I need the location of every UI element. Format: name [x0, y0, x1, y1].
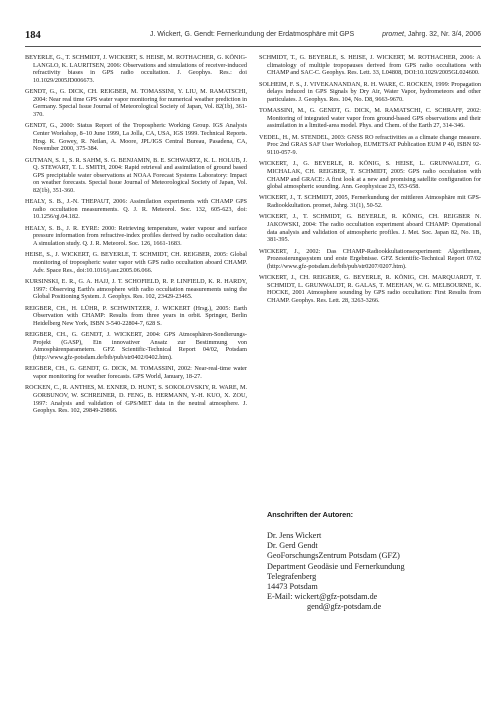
- reference-entry: ROCKEN, C., R. ANTHES, M. EXNER, D. HUNT, S. SOKOLOVSKIY, R. WARE, M. GORBUNOV, W. SCHREINER, D. FENG, B. HERMANN, Y.-H. KUO, X. ZOU, 1997: Analysis and validation of GPS/MET data in the neutral atmosphere. J. Geophys. Res. 102, 29849-29866.: [25, 384, 247, 415]
- reference-entry: KURSINSKI, E. R., G. A. HAJJ, J. T. SCHOFIELD, R. P. LINFIELD, K. R. HARDY, 1997: Observing Earth's atmosphere with radio occultation measurements using the Global Positioning System. J. Geophys. Res. 102, 23429-23465.: [25, 278, 247, 301]
- reference-entry: HEALY, S. B., J. R. EYRE: 2000: Retrieving temperature, water vapour and surface pressure information from refractive-index profiles derived by radio occultation data: A simulation study. Q. J. R. Meteorol. Soc. 126, 1661-1683.: [25, 224, 247, 248]
- reference-entry: GENDT, G., 2000: Status Report of the Tropospheric Working Group. IGS Analysis Center Workshop, 8–10 June 1999, La Jolla, CA, USA, IGS 1999. Technical Reports. Hrsg. K. Gowey, R. Neilan, A. Moore, JPL/IGS Central Bureau, Pasadena, CA, November 2000, 375-384.: [25, 122, 247, 153]
- reference-entry: SOLHEIM, F. S., J. VIVEKANANDAN, R. H. WARE, C. ROCKEN, 1999: Propagation delays induced in GPS Signals by Dry Air, Water Vapor, hydrometeors and other particulates. J. Geophys. Res. 104, No. D8, 9663-9670.: [259, 80, 481, 103]
- reference-entry: HEISE, S., J. WICKERT, G. BEYERLE, T. SCHMIDT, CH. REIGBER, 2005: Global monitoring of tropospheric water vapor with GPS radio occultation aboard CHAMP. Adv. Space Res., doi:10.1016/j.asr.2005.06.066.: [25, 251, 247, 274]
- running-title: [150, 31, 481, 38]
- reference-entry: REIGBER, CH., G. GENDT, G. DICK, M. TOMASSINI, 2002: Near-real-time water vapor monitoring for weather forecasts. GPS World, January, 18-27.: [25, 365, 247, 380]
- reference-entry: WICKERT, J., CH. REIGBER, G. BEYERLE, R. KÖNIG, CH. MARQUARDT, T. SCHMIDT, L. GRUNWALDT, R. GALAS, T. MEEHAN, W. G. MELBOURNE, K. HOCKE, 2001 Atmosphere sounding by GPS radio occultation: First Results from CHAMP. Geophys. Res. Lett. 28, 3263-3266.: [259, 274, 481, 304]
- reference-entry: GENDT, G., G. DICK, CH. REIGBER, M. TOMASSINI, Y. LIU, M. RAMATSCHI, 2004: Near real time GPS water vapor monitoring for numerical weather prediction in Germany. Special Issue Journal of Meteorological Society of Japan, Vol. 82(1b), 361-370.: [25, 88, 247, 118]
- reference-entry: GUTMAN, S. I., S. R. SAHM, S. G. BENJAMIN, B. E. SCHWARTZ, K. L. HOLUB, J. Q. STEWART, T. L. SMITH, 2004: Rapid retrieval and assimilation of ground based GPS precipitable water observations at NOAA Forecast Systems Laboratory: Impact on weather forecasts. Special Issue Journal of Meteorological Society of Japan, Vol. 82(1b), 351-360.: [25, 156, 247, 194]
- reference-entry: BEYERLE, G., T. SCHMIDT, J. WICKERT, S. HEISE, M. ROTHACHER, G. KÖNIG-LANGLO, K. LAURITSEN, 2006: Observations and simulations of receiver-induced refractivity biases in GPS radio occultation. J. Geophys. Res.: doi 10.1029/2005JD006673.: [25, 54, 247, 84]
- reference-entry: REIGBER, CH., H. LÜHR, P. SCHWINTZER, J. WICKERT (Hrsg.), 2005: Earth Observation with CHAMP: Results from three years in orbit. Springer, Berlin Heidelberg New York, ISBN 3-540-22804-7, 628 S.: [25, 304, 247, 327]
- address-line: Department Geodäsie und Fernerkundung: [267, 561, 405, 571]
- address-line: Telegrafenberg: [267, 571, 317, 581]
- authors-address-heading: Anschriften der Autoren:: [267, 510, 354, 519]
- page-header: [25, 30, 481, 44]
- address-line: GeoForschungsZentrum Potsdam (GFZ): [267, 551, 400, 561]
- reference-entry: WICKERT, J., T. SCHMIDT, 2005, Fernerkundung der mittleren Atmosphäre mit GPS-Radiookkultation. promet, Jahrg. 31(1), 50-52.: [259, 194, 481, 210]
- running-title-text: J. Wickert, G. Gendt: Fernerkundung der Erdatmosphäre mit GPS: [149, 31, 355, 38]
- references-left-column: [25, 54, 247, 419]
- reference-entry: WICKERT, J., 2002: Das CHAMP-Radiookkultationsexperiment: Algorithmen, Prozessierungssystem und erste Ergebnisse. GFZ Scientific-Technical Report 07/02 (http://www.gfz-potsdam.de/bib/pub/str0207/0207.htm).: [259, 247, 481, 270]
- email-address: gend@gfz-potsdam.de: [307, 602, 382, 612]
- reference-entry: WICKERT, J., G. BEYERLE, R. KÖNIG, S. HEISE, L. GRUNWALDT, G. MICHALAK, CH. REIGBER, T. SCHMIDT, 2005: GPS radio occultation with CHAMP and GRACE: A first look at a new and promising satellite configuration for global atmospheric sounding. Ann. Geophysicae 23, 653-658.: [259, 160, 481, 191]
- address-line: 14473 Potsdam: [267, 582, 318, 592]
- reference-entry: VEDEL, H., M. STENDEL, 2003: GNSS RO refractivities as a climate change measure. Proc 2nd GRAS SAF User Workshop, EUMETSAT Publication EUM P 40, ISBN 92-9110-057-9.: [259, 133, 481, 156]
- journal-volume: , Jahrg. 32, Nr. 3/4, 2006: [403, 31, 481, 38]
- address-line: Dr. Gerd Gendt: [267, 541, 318, 551]
- references-right-column: [259, 54, 481, 308]
- reference-entry: SCHMIDT, T., G. BEYERLE, S. HEISE, J. WICKERT, M. ROTHACHER, 2006: A climatology of multiple tropopauses derived from GPS radio occultations with CHAMP and SAC-C. Geophys. Res. Lett. 33, L04808, DOI:10.1029/2005GL024600.: [259, 54, 481, 77]
- header-rule: [25, 46, 481, 47]
- journal-name: promet: [382, 31, 404, 38]
- page-number: 184: [25, 30, 41, 41]
- reference-entry: TOMASSINI, M., G. GENDT, G. DICK, M. RAMATSCHI, C. SCHRAFF, 2002: Monitoring of integrated water vapor from ground-based GPS observations and their assimilation in a limited-area model. Phys. and Chem. of the Earth 27, 314-346.: [259, 107, 481, 130]
- reference-entry: WICKERT, J., T. SCHMIDT, G. BEYERLE, R. KÖNIG, CH. REIGBER N. JAKOWSKI, 2004: The radio occultation experiment aboard CHAMP: Operational data analysis and validation of atmospheric profiles. J. Met. Soc. Japan 82, No. 1B, 381-395.: [259, 213, 481, 244]
- email-address: E-Mail: wickert@gfz-potsdam.de: [267, 592, 378, 602]
- reference-entry: REIGBER, CH., G. GENDT, J. WICKERT, 2004: GPS Atmosphären-Sondierungs-Projekt (GASP), Ein innovativer Ansatz zur Bestimmung von Atmosphärenparametern. GFZ Scientific-Technical Report 04/02, Potsdam (http://www.gfz-potsdam.de/bib/pub/str0402/0402.htm).: [25, 331, 247, 361]
- authors-address: [267, 510, 481, 613]
- reference-entry: HEALY, S. B., J.-N. THEPAUT, 2006: Assimilation experiments with CHAMP GPS radio occultation measurements. Q. J. R. Meteorol. Soc. 132, 605-623, doi: 10.1256/qj.04.182.: [25, 198, 247, 221]
- address-line: Dr. Jens Wickert: [267, 531, 322, 540]
